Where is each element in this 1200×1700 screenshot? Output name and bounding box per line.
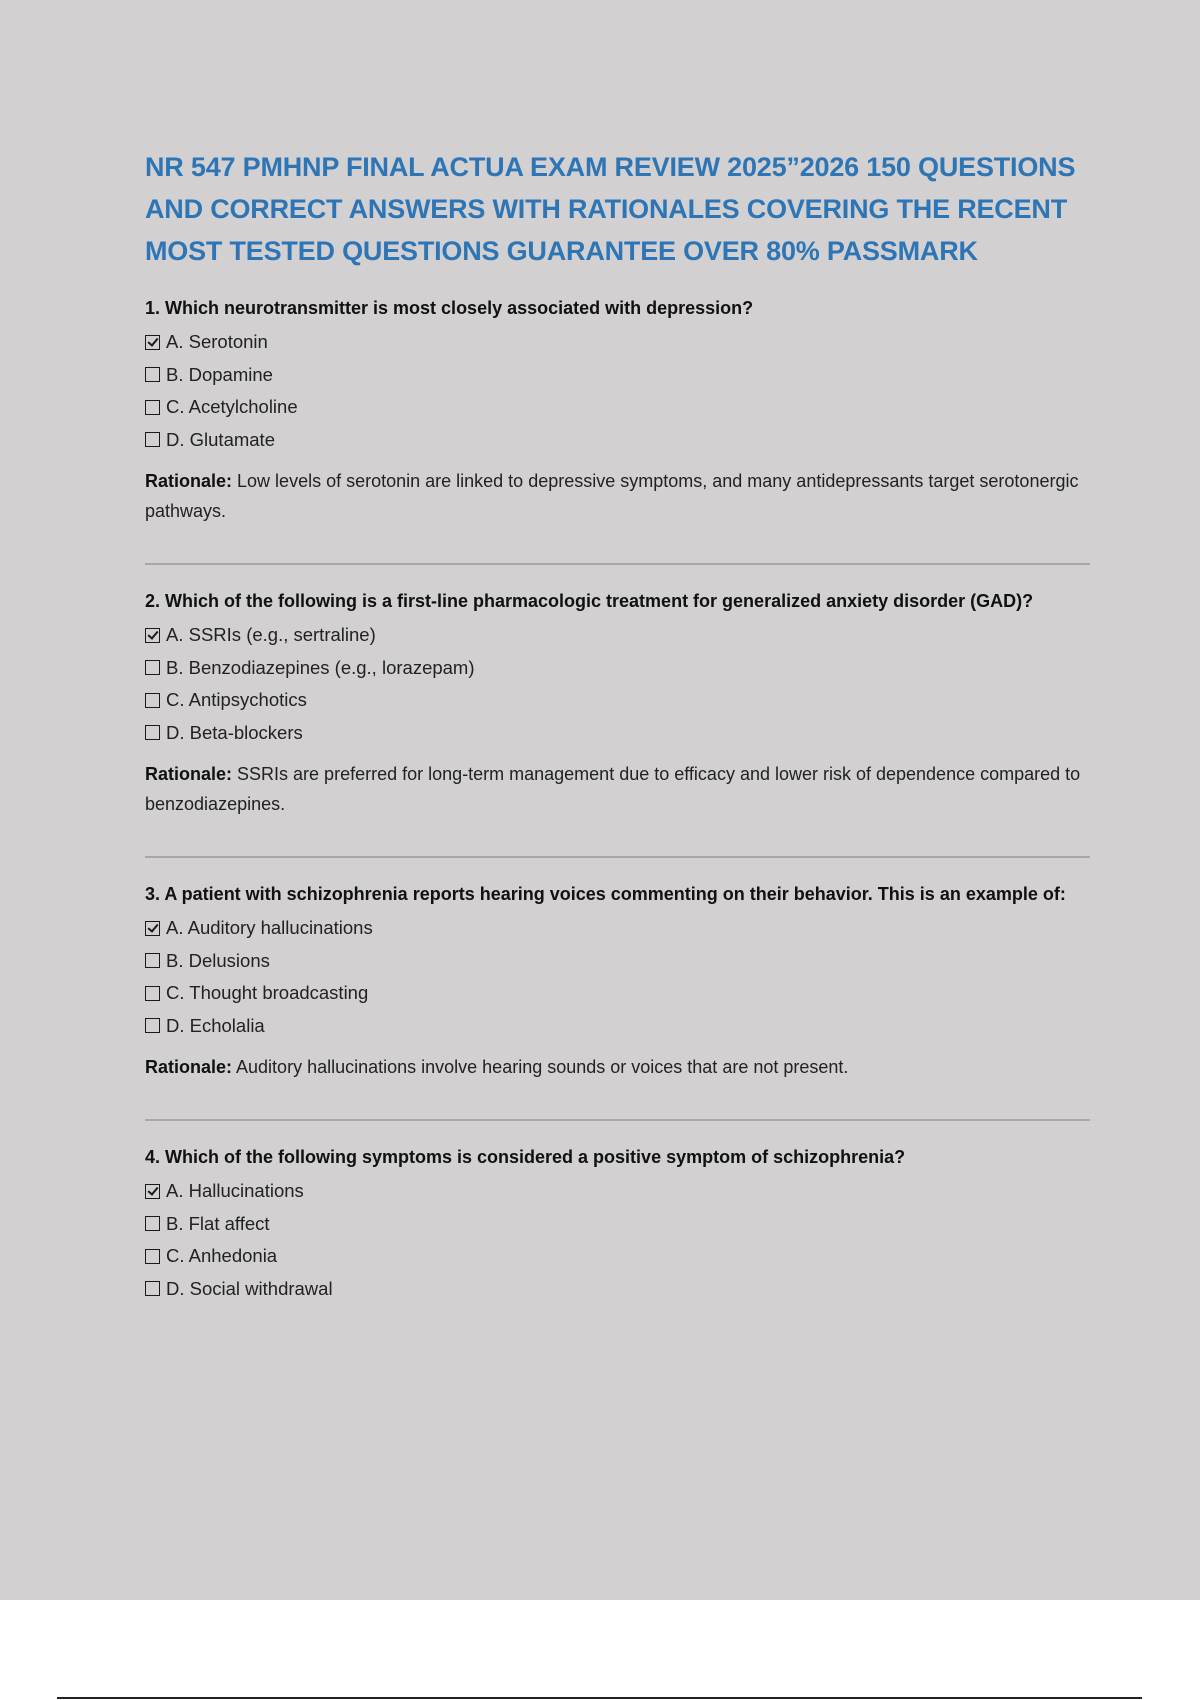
option-label: C. Anhedonia (166, 1245, 278, 1267)
answer-option[interactable] (145, 1208, 1090, 1241)
option-label: A. Auditory hallucinations (166, 917, 373, 939)
answer-option[interactable] (145, 326, 1090, 359)
checkbox-icon[interactable] (145, 367, 160, 382)
option-label: A. Hallucinations (166, 1180, 304, 1202)
checkbox-icon[interactable] (145, 953, 160, 968)
rationale (145, 759, 1090, 819)
checkbox-icon[interactable] (145, 660, 160, 675)
checkbox-icon[interactable] (145, 400, 160, 415)
rationale-text: Auditory hallucinations involve hearing sounds or voices that are not present. (236, 1057, 849, 1077)
option-label: D. Beta-blockers (166, 721, 303, 743)
answer-option[interactable] (145, 619, 1090, 652)
rationale-label: Rationale: (145, 764, 233, 784)
document-title: NR 547 PMHNP FINAL ACTUA EXAM REVIEW 2025”2026 150 QUESTIONS AND CORRECT ANSWERS WITH RATIONALES COVERING THE RECENT MOST TESTED QUESTIONS GUARANTEE OVER 80% PASSMARK (145, 152, 1076, 266)
checked-box-icon[interactable] (145, 921, 160, 936)
answer-option[interactable] (145, 977, 1090, 1010)
checkbox-icon[interactable] (145, 986, 160, 1001)
question-text: 2. Which of the following is a first-line pharmacologic treatment for generalized anxiety disorder (GAD)? (145, 591, 1034, 611)
answer-option[interactable] (145, 717, 1090, 750)
checkbox-icon[interactable] (145, 1249, 160, 1264)
question-text: 4. Which of the following symptoms is considered a positive symptom of schizophrenia? (145, 1147, 906, 1167)
rationale-label: Rationale: (145, 471, 233, 491)
answer-option[interactable] (145, 1240, 1090, 1273)
question-block (145, 880, 1090, 1121)
answer-option[interactable] (145, 1273, 1090, 1306)
option-label: C. Acetylcholine (166, 396, 298, 418)
section-divider (145, 856, 1090, 858)
option-label: A. Serotonin (166, 331, 268, 353)
answer-option[interactable] (145, 652, 1090, 685)
checkbox-icon[interactable] (145, 432, 160, 447)
rationale-text: Low levels of serotonin are linked to depressive symptoms, and many antidepressants target serotonergic pathways. (145, 471, 1079, 521)
question-text: 3. A patient with schizophrenia reports hearing voices commenting on their behavior. This is an example of: (145, 884, 1066, 904)
rationale-label: Rationale: (145, 1057, 233, 1077)
answer-option[interactable] (145, 945, 1090, 978)
option-label: B. Dopamine (166, 363, 273, 385)
option-label: C. Thought broadcasting (166, 982, 369, 1004)
checkbox-icon[interactable] (145, 1216, 160, 1231)
option-label: D. Social withdrawal (166, 1277, 333, 1299)
section-divider (145, 1119, 1090, 1121)
question-text: 1. Which neurotransmitter is most closely associated with depression? (145, 298, 754, 318)
option-label: D. Glutamate (166, 428, 275, 450)
answer-option[interactable] (145, 391, 1090, 424)
checkbox-icon[interactable] (145, 1018, 160, 1033)
checked-box-icon[interactable] (145, 628, 160, 643)
checkbox-icon[interactable] (145, 725, 160, 740)
option-label: D. Echolalia (166, 1014, 265, 1036)
checked-box-icon[interactable] (145, 335, 160, 350)
answer-option[interactable] (145, 912, 1090, 945)
question-block (145, 1143, 1090, 1305)
rationale (145, 466, 1090, 526)
option-label: A. SSRIs (e.g., sertraline) (166, 624, 376, 646)
answer-option[interactable] (145, 1175, 1090, 1208)
option-label: C. Antipsychotics (166, 689, 307, 711)
page-content (145, 146, 1090, 1305)
footer-rule (57, 1697, 1142, 1699)
checkbox-icon[interactable] (145, 693, 160, 708)
option-label: B. Benzodiazepines (e.g., lorazepam) (166, 656, 475, 678)
answer-option[interactable] (145, 684, 1090, 717)
rationale-text: SSRIs are preferred for long-term management due to efficacy and lower risk of dependence compared to benzodiazepines. (145, 764, 1081, 814)
section-divider (145, 563, 1090, 565)
checked-box-icon[interactable] (145, 1184, 160, 1199)
option-label: B. Delusions (166, 949, 270, 971)
answer-option[interactable] (145, 359, 1090, 392)
rationale (145, 1052, 1090, 1082)
checkbox-icon[interactable] (145, 1281, 160, 1296)
option-label: B. Flat affect (166, 1212, 270, 1234)
question-block (145, 294, 1090, 565)
question-block (145, 587, 1090, 858)
answer-option[interactable] (145, 424, 1090, 457)
answer-option[interactable] (145, 1010, 1090, 1043)
